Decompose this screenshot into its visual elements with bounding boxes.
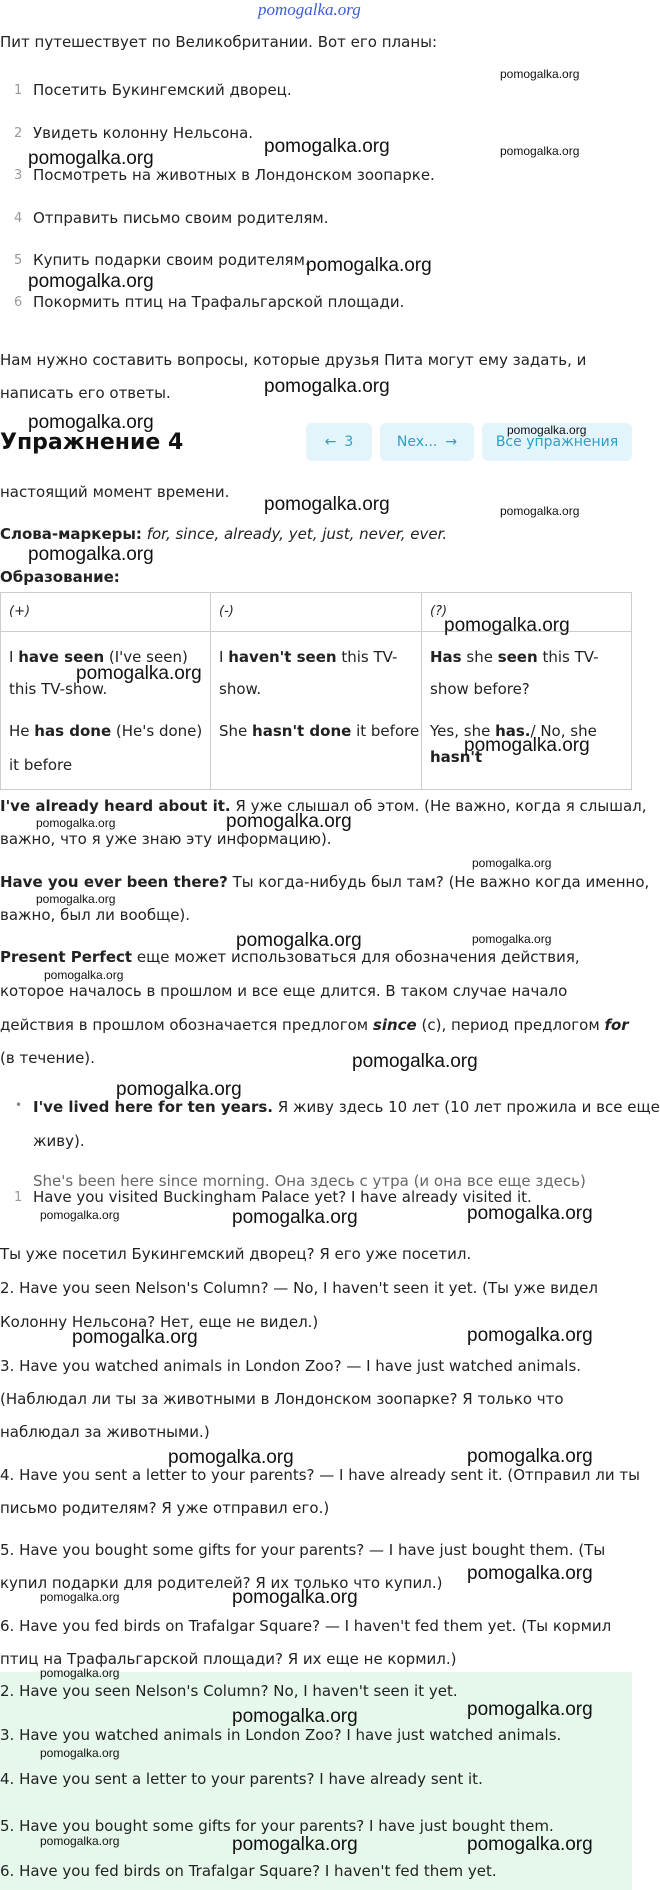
plan-number: 2 [14,126,23,141]
table-cell-line: He has done (He's done) [9,722,203,740]
highlight-answer: 5. Have you bought some gifts for your parents? I have just bought them. [0,1817,554,1835]
watermark: pomogalka.org [306,255,432,276]
answer-line: наблюдал за животными.) [0,1423,210,1441]
watermark: pomogalka.org [467,1325,593,1346]
arrow-right-icon: → [445,434,458,450]
table-header: (-) [219,604,234,619]
answer-line: птиц на Трафальгарской площади? Я их еще не кормил.) [0,1650,457,1668]
watermark: pomogalka.org [232,1834,358,1855]
watermark: pomogalka.org [40,1834,120,1848]
example-line: Have you ever been there? Ты когда-нибудь был там? (Не важно когда именно, [0,873,650,891]
example-line: важно, что я уже знаю эту информацию). [0,830,332,848]
watermark: pomogalka.org [467,1834,593,1855]
watermark: pomogalka.org [264,136,390,157]
watermark: pomogalka.org [232,1706,358,1727]
bullet-item: живу). [33,1132,85,1150]
theory-text: настоящий момент времени. [0,483,230,501]
markers-line [0,525,447,543]
table-cell-line: I haven't seen this TV- [219,648,398,666]
markers-list: for, since, already, yet, just, never, ever. [146,525,448,543]
watermark: pomogalka.org [40,1746,120,1760]
watermark: pomogalka.org [236,930,362,951]
prev-exercise-button[interactable] [306,423,372,461]
watermark: pomogalka.org [36,816,116,830]
answer-line: 5. Have you bought some gifts for your parents? — I have just bought them. (Ты [0,1541,606,1559]
task-text: Нам нужно составить вопросы, которые друзья Пита могут ему задать, и [0,351,587,369]
site-logo[interactable]: pomogalka.org [258,0,361,19]
theory-line: (в течение). [0,1049,95,1067]
answer-line: Колонну Нельсона? Нет, еще не видел.) [0,1313,319,1331]
highlight-answer: 3. Have you watched animals in London Zoo? I have just watched animals. [0,1726,562,1744]
answer-line: 4. Have you sent a letter to your parents? — I have already sent it. (Отправил ли ты [0,1466,640,1484]
table-cell-line: Has she seen this TV- [430,648,599,666]
intro-text: Пит путешествует по Великобритании. Вот его планы: [0,33,438,51]
formation-label: Образование: [0,568,120,586]
task-text: написать его ответы. [0,384,171,402]
watermark: pomogalka.org [44,968,124,982]
plan-number: 3 [14,168,23,183]
watermark: pomogalka.org [467,1699,593,1720]
watermark: pomogalka.org [76,663,202,684]
watermark: pomogalka.org [500,504,580,518]
next-exercise-label: Nex... [396,434,438,450]
watermark: pomogalka.org [28,544,154,565]
plan-item: Посетить Букингемский дворец. [33,81,292,99]
arrow-left-icon: ← [324,434,337,450]
table-cell-line: She hasn't done it before [219,722,420,740]
plan-item: Купить подарки своим родителям. [33,251,310,269]
watermark: pomogalka.org [40,1208,120,1222]
watermark: pomogalka.org [444,615,570,636]
watermark: pomogalka.org [116,1079,242,1100]
watermark: pomogalka.org [467,1203,593,1224]
plan-number: 1 [14,83,23,98]
watermark: pomogalka.org [264,494,390,515]
table-cell-line: show before? [430,680,530,698]
watermark: pomogalka.org [232,1587,358,1608]
table-cell-line: show. [219,680,262,698]
watermark: pomogalka.org [507,423,587,437]
markers-label: Слова-маркеры: [0,525,142,543]
watermark: pomogalka.org [40,1666,120,1680]
bullet-item: I've lived here for ten years. Я живу здесь 10 лет (10 лет прожила и все еще [33,1098,660,1116]
watermark: pomogalka.org [28,148,154,169]
watermark: pomogalka.org [168,1447,294,1468]
watermark: pomogalka.org [467,1446,593,1467]
table-cell-line: I have seen (I've seen) [9,648,188,666]
bullet-item-clipped: She's been here since morning. Она здесь с утра (и она все еще здесь) [33,1172,586,1190]
answer-line: Have you visited Buckingham Palace yet? I have already visited it. [33,1188,532,1206]
table-cell-line: Yes, she has./ No, she [430,722,597,740]
theory-line: Present Perfect еще может использоваться для обозначения действия, [0,948,580,966]
answer-line: Ты уже посетил Букингемский дворец? Я его уже посетил. [0,1245,472,1263]
table-cell-line: hasn't [430,748,483,766]
answer-line: 3. Have you watched animals in London Zoo? — I have just watched animals. [0,1357,582,1375]
watermark: pomogalka.org [264,376,390,397]
answer-line: (Наблюдал ли ты за животными в Лондонском зоопарке? Я только что [0,1390,564,1408]
table-cell-line: this TV-show. [9,680,108,698]
plan-item: Увидеть колонну Нельсона. [33,124,254,142]
watermark: pomogalka.org [28,271,154,292]
plan-number: 5 [14,253,23,268]
answer-number: 1 [14,1190,23,1205]
theory-line: действия в прошлом обозначается предлогом since (с), период предлогом for [0,1016,629,1034]
prev-exercise-label: 3 [344,434,354,450]
watermark: pomogalka.org [226,811,352,832]
bullet-icon: • [15,1098,23,1112]
theory-line: которое началось в прошлом и все еще длится. В таком случае начало [0,982,568,1000]
all-exercises-label: Все упражнения [495,434,619,450]
plan-number: 6 [14,295,23,310]
table-cell-line: it before [9,756,73,774]
example-line: важно, был ли вообще). [0,906,191,924]
watermark: pomogalka.org [232,1207,358,1228]
watermark: pomogalka.org [40,1590,120,1604]
plan-item: Посмотреть на животных в Лондонском зоопарке. [33,166,435,184]
watermark: pomogalka.org [36,892,116,906]
plan-item: Отправить письмо своим родителям. [33,209,329,227]
watermark: pomogalka.org [464,735,590,756]
highlight-answer: 2. Have you seen Nelson's Column? No, I haven't seen it yet. [0,1682,458,1700]
answer-line: 6. Have you fed birds on Trafalgar Square? — I haven't fed them yet. (Ты кормил [0,1617,612,1635]
watermark: pomogalka.org [472,856,552,870]
plan-item: Покормить птиц на Трафальгарской площади. [33,293,405,311]
plan-number: 4 [14,211,23,226]
watermark: pomogalka.org [28,412,154,433]
answer-line: 2. Have you seen Nelson's Column? — No, I haven't seen it yet. (Ты уже видел [0,1279,598,1297]
watermark: pomogalka.org [500,144,580,158]
watermark: pomogalka.org [352,1051,478,1072]
highlight-answer: 6. Have you fed birds on Trafalgar Square? I haven't fed them yet. [0,1862,497,1880]
table-header: (+) [9,604,31,619]
watermark: pomogalka.org [500,67,580,81]
highlight-answer: 4. Have you sent a letter to your parents? I have already sent it. [0,1770,483,1788]
exercise-title: Упражнение 4 [0,430,184,455]
answer-line: письмо родителям? Я уже отправил его.) [0,1499,330,1517]
watermark: pomogalka.org [72,1327,198,1348]
example-line: I've already heard about it. Я уже слышал об этом. (Не важно, когда я слышал, [0,797,647,815]
watermark: pomogalka.org [467,1563,593,1584]
watermark: pomogalka.org [472,932,552,946]
next-exercise-button[interactable] [380,423,474,461]
table-header: (?) [430,604,448,619]
answer-line: купил подарки для родителей? Я их только что купил.) [0,1574,443,1592]
